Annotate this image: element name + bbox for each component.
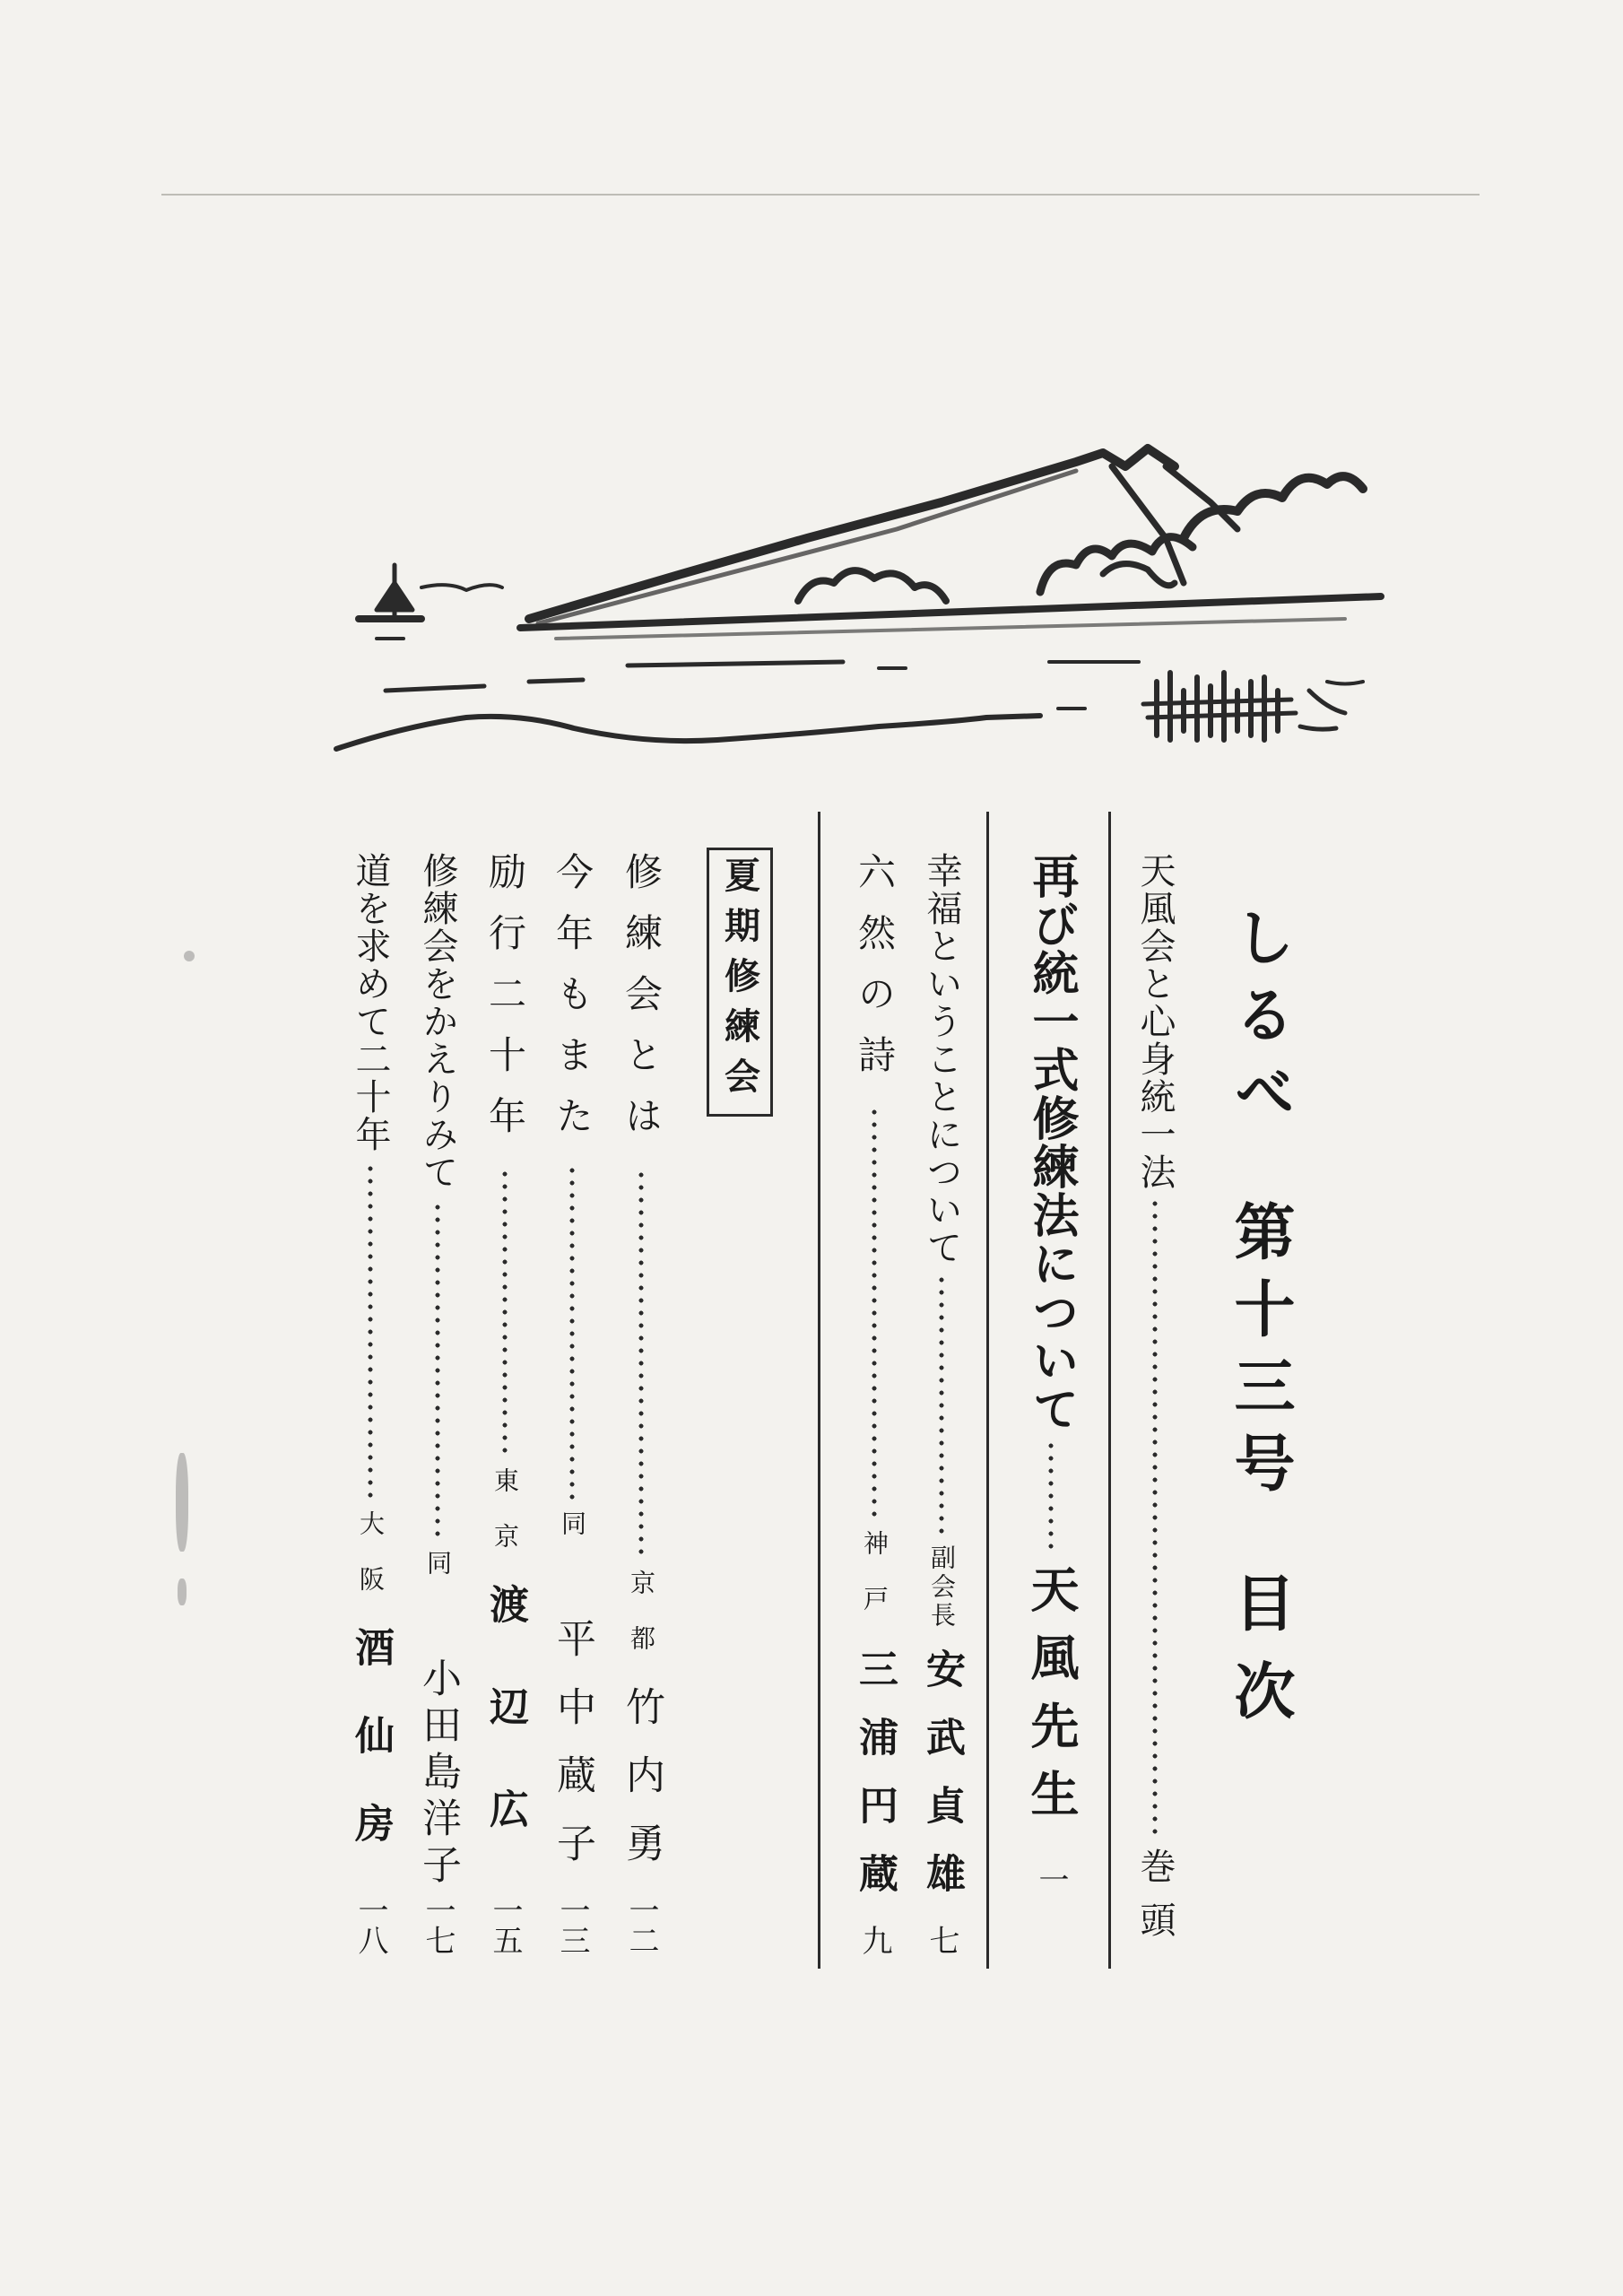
entry-location: 京都 <box>627 1570 656 1681</box>
entry-author: 平中蔵子 <box>550 1618 595 1891</box>
divider-line <box>986 812 989 1969</box>
entry-location: 同 <box>558 1510 587 1566</box>
scan-smudge <box>176 1453 188 1552</box>
entry-title: 再び統一式修練法について <box>1024 852 1078 1433</box>
leader-dots <box>1048 1442 1054 1550</box>
entry-author: 小田島洋子 <box>415 1657 461 1891</box>
entry-location: 大阪 <box>356 1510 386 1622</box>
leader-dots <box>1152 1200 1158 1835</box>
toc-entry <box>411 852 464 1955</box>
scan-smudge <box>178 1578 187 1605</box>
section-heading: 夏期修練会 <box>718 857 760 1108</box>
toc-entry <box>343 852 397 1955</box>
entry-author: 三浦円蔵 <box>852 1648 898 1921</box>
leader-dots <box>638 1166 644 1561</box>
toc-entry <box>1024 852 1078 1955</box>
leader-dots <box>939 1275 944 1535</box>
entry-affiliation: 副会長 <box>927 1544 957 1631</box>
entry-page: 一八 <box>352 1894 388 1955</box>
entry-author: 渡辺広 <box>482 1584 528 1891</box>
entry-author: 竹内勇 <box>619 1686 664 1891</box>
entry-author: 酒仙房 <box>348 1627 394 1891</box>
leader-dots <box>435 1200 440 1541</box>
entry-location: 神戸 <box>860 1530 890 1641</box>
scan-smudge <box>184 951 195 961</box>
leader-dots <box>569 1166 575 1501</box>
entry-page: 一三 <box>554 1894 590 1955</box>
leader-dots <box>872 1105 877 1521</box>
toc-entry <box>478 852 532 1955</box>
entry-title: 道を求めて二十年 <box>350 852 391 1153</box>
entry-title: 天風会と心身統一法 <box>1134 852 1176 1191</box>
contents-label: 目次 <box>1224 1571 1295 1747</box>
leader-dots <box>502 1166 508 1458</box>
toc-entry <box>614 852 668 1955</box>
entry-page: 七 <box>924 1925 959 1955</box>
toc-entry <box>915 852 968 1955</box>
entry-location: 東京 <box>490 1467 520 1578</box>
entry-page: 巻頭 <box>1134 1848 1176 1955</box>
entry-author: 天風先生 <box>1023 1564 1080 1837</box>
entry-location: 同 <box>423 1550 453 1605</box>
toc-entry <box>847 852 901 1955</box>
entry-page: 一二 <box>623 1894 659 1955</box>
entry-title: 修練会とは <box>620 852 664 1157</box>
leader-dots <box>368 1162 373 1501</box>
entry-title: 六然の詩 <box>853 852 897 1096</box>
toc-entry <box>1128 852 1182 1955</box>
entry-page: 一七 <box>420 1894 456 1955</box>
landscape-illustration <box>0 0 1623 807</box>
divider-line <box>818 812 820 1969</box>
magazine-name: しるべ <box>1224 906 1295 1137</box>
entry-title: 今年もまた <box>551 852 595 1157</box>
entry-page: 一五 <box>487 1894 523 1955</box>
entry-title: 修練会をかえりみて <box>417 852 458 1191</box>
magazine-title <box>1224 906 1295 1747</box>
section-heading-box <box>707 848 773 1117</box>
entry-author: 安武貞雄 <box>919 1648 965 1921</box>
toc-entry <box>545 852 599 1955</box>
entry-title: 励行二十年 <box>483 852 527 1157</box>
issue-number: 第十三号 <box>1224 1200 1295 1509</box>
divider-line <box>1108 812 1111 1969</box>
entry-page: 九 <box>856 1925 892 1955</box>
entry-title: 幸福ということについて <box>921 852 962 1266</box>
entry-page: 一 <box>1033 1864 1069 1894</box>
